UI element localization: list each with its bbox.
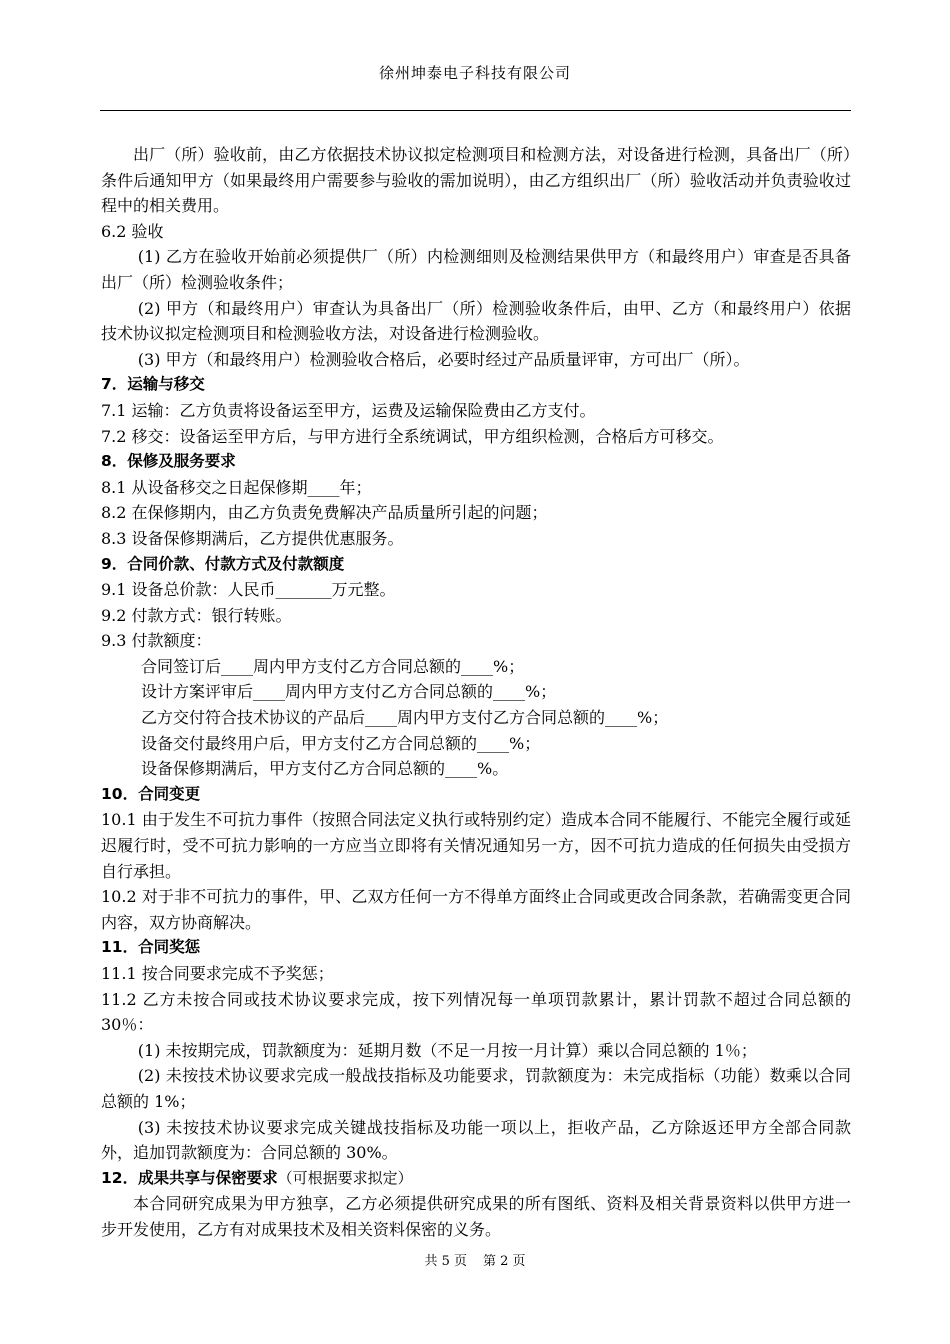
clause-9-3: 9.3 付款额度： — [101, 631, 212, 651]
section-11-heading: 11．合同奖惩 — [101, 938, 201, 957]
payment-item: 设计方案评审后____周内甲方支付乙方合同总额的____%； — [141, 682, 557, 702]
clause-7-1: 7.1 运输：乙方负责将设备运至甲方，运费及运输保险费由乙方支付。 — [101, 400, 596, 420]
paragraph-confidentiality: 本合同研究成果为甲方独享，乙方必须提供研究成果的所有图纸、资料及相关背景资料以供甲方进一步开发使用，乙方有对成果技术及相关资料保密的义务。 — [101, 1194, 851, 1239]
penalty-item-1: (1) 未按期完成，罚款额度为：延期月数（不足一月按一月计算）乘以合同总额的 1％； — [137, 1040, 757, 1060]
section-10-heading: 10．合同变更 — [101, 784, 201, 803]
payment-item: 合同签订后____周内甲方支付乙方合同总额的____%； — [141, 656, 525, 676]
section-8-heading: 8．保修及服务要求 — [101, 452, 236, 471]
section-6-2-heading: 6.2 验收 — [101, 221, 164, 241]
paragraph-factory-inspection: 出厂（所）验收前，由乙方依据技术协议拟定检测项目和检测方法，对设备进行检测，具备出厂（所）条件后通知甲方（如果最终用户需要参与验收的需加说明），由乙方组织出厂（所）验收活动并负责验收过程中的相关费用。 — [101, 145, 851, 216]
clause-8-2: 8.2 在保修期内，由乙方负责免费解决产品质量所引起的问题； — [101, 503, 548, 523]
clause-8-3: 8.3 设备保修期满后，乙方提供优惠服务。 — [101, 528, 404, 548]
clause-9-1: 9.1 设备总价款：人民币_______万元整。 — [101, 580, 396, 600]
section-9-heading: 9．合同价款、付款方式及付款额度 — [101, 554, 345, 573]
total-pages: 共 5 页 — [424, 1254, 467, 1269]
section-12-note: （可根据要求拟定） — [277, 1168, 413, 1187]
payment-item: 乙方交付符合技术协议的产品后____周内甲方支付乙方合同总额的____%； — [141, 708, 669, 728]
clause-11-2: 11.2 乙方未按合同或技术协议要求完成，按下列情况每一单项罚款累计，累计罚款不超过合同总额的 30％： — [101, 989, 851, 1035]
penalty-item-3: (3) 未按技术协议要求完成关键战技指标及功能一项以上，拒收产品，乙方除返还甲方全部合同款外，追加罚款额度为：合同总额的 30%。 — [101, 1117, 851, 1163]
payment-item: 设备交付最终用户后，甲方支付乙方合同总额的____%； — [141, 733, 541, 753]
section-12-heading — [101, 1166, 851, 1192]
page-header-company: 徐州坤泰电子科技有限公司 — [378, 64, 571, 82]
penalty-item-2: (2) 未按技术协议要求完成一般战技指标及功能要求，罚款额度为：未完成指标（功能）数乘以合同总额的 1%； — [101, 1066, 851, 1111]
section-7-heading: 7．运输与移交 — [101, 375, 205, 394]
clause-10-2: 10.2 对于非不可抗力的事件，甲、乙双方任何一方不得单方面终止合同或更改合同条款，若确需变更合同内容，双方协商解决。 — [101, 887, 851, 932]
paragraph-acceptance-2: (2) 甲方（和最终用户）审查认为具备出厂（所）检测验收条件后，由甲、乙方（和最终用户）依据技术协议拟定检测项目和检测验收方法，对设备进行检测验收。 — [101, 298, 851, 344]
document-body — [101, 142, 851, 1243]
paragraph-acceptance-1: (1) 乙方在验收开始前必须提供厂（所）内检测细则及检测结果供甲方（和最终用户）审查是否具备出厂（所）检测验收条件； — [101, 247, 851, 292]
clause-10-1: 10.1 由于发生不可抗力事件（按照合同法定义执行或特别约定）造成本合同不能履行、不能完全履行或延迟履行时，受不可抗力影响的一方应当立即将有关情况通知另一方，因不可抗力造成的任何损失由受损方自行承担。 — [101, 810, 851, 881]
payment-item: 设备保修期满后，甲方支付乙方合同总额的____%。 — [141, 759, 509, 779]
clause-11-1: 11.1 按合同要求完成不予奖惩； — [101, 964, 334, 983]
clause-9-2: 9.2 付款方式：银行转账。 — [101, 605, 292, 625]
clause-8-1: 8.1 从设备移交之日起保修期____年； — [101, 477, 372, 497]
paragraph-acceptance-3: (3) 甲方（和最终用户）检测验收合格后，必要时经过产品质量评审，方可出厂（所）。 — [137, 349, 750, 369]
section-12-title: 12．成果共享与保密要求 — [101, 1168, 278, 1187]
header-rule — [100, 110, 851, 111]
page-footer — [0, 1250, 950, 1269]
current-page: 第 2 页 — [483, 1254, 526, 1269]
clause-7-2: 7.2 移交：设备运至甲方后，与甲方进行全系统调试，甲方组织检测，合格后方可移交。 — [101, 426, 724, 446]
